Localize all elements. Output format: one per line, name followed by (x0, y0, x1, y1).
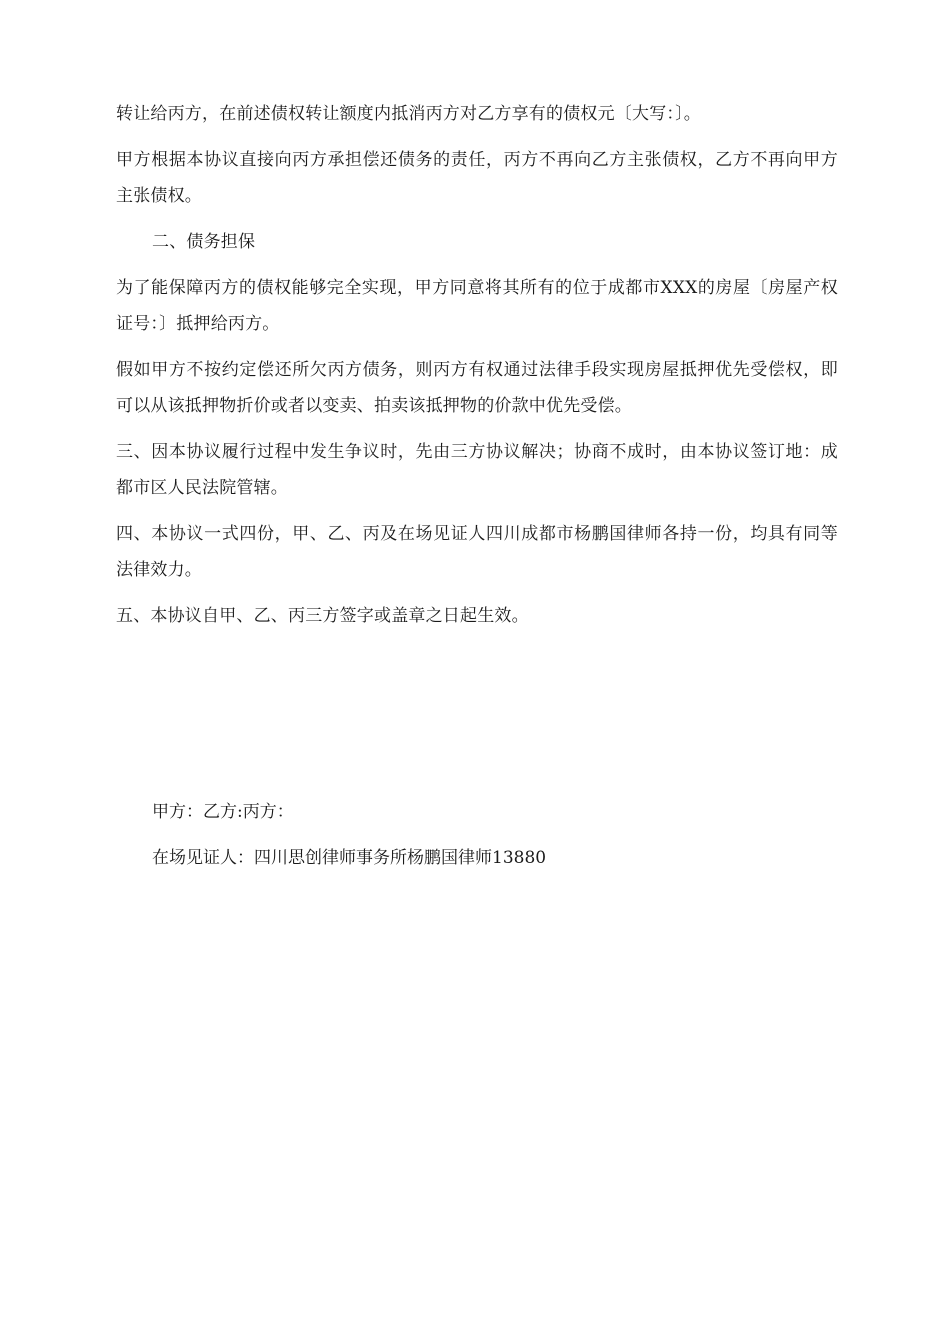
paragraph-priority-right: 假如甲方不按约定偿还所欠丙方债务，则丙方有权通过法律手段实现房屋抵押优先受偿权，即可以从该抵押物折价或者以变卖、拍卖该抵押物的价款中优先受偿。 (116, 360, 838, 416)
paragraph-debt-assumption: 甲方根据本协议直接向丙方承担偿还债务的责任，丙方不再向乙方主张债权，乙方不再向甲方主张债权。 (116, 150, 838, 206)
paragraph-effective-date: 五、本协议自甲、乙、丙三方签字或盖章之日起生效。 (116, 606, 529, 626)
witness-line: 在场见证人：四川思创律师事务所杨鹏国律师13880 (152, 848, 547, 868)
agreement-body (116, 96, 838, 644)
section-heading-guarantee: 二、债务担保 (152, 232, 256, 252)
paragraph-copies: 四、本协议一式四份，甲、乙、丙及在场见证人四川成都市杨鹏国律师各持一份，均具有同等法律效力。 (116, 524, 838, 580)
signature-parties: 甲方：乙方:丙方： (152, 802, 294, 822)
paragraph-dispute-resolution: 三、因本协议履行过程中发生争议时，先由三方协议解决；协商不成时，由本协议签订地：成都市区人民法院管辖。 (116, 442, 838, 498)
paragraph-debt-transfer: 转让给丙方，在前述债权转让额度内抵消丙方对乙方享有的债权元〔大写：〕。 (116, 104, 701, 124)
paragraph-mortgage: 为了能保障丙方的债权能够完全实现，甲方同意将其所有的位于成都市XXX的房屋〔房屋产权证号：〕抵押给丙方。 (116, 278, 838, 334)
signature-block (152, 794, 546, 886)
